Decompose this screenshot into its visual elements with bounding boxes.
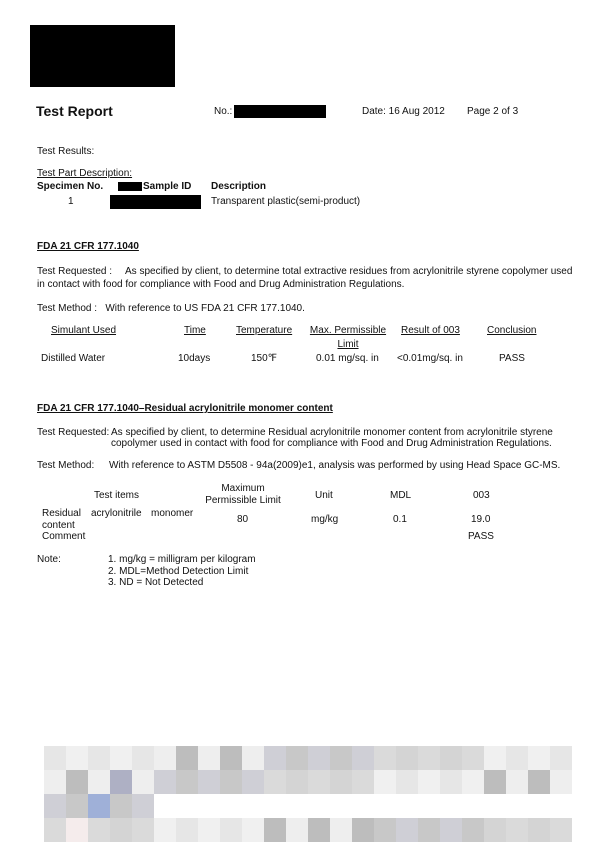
specimen-col-header: Specimen No. xyxy=(37,181,104,192)
item-word-content: content xyxy=(42,520,75,531)
mosaic-block xyxy=(396,770,418,794)
mosaic-block xyxy=(132,818,154,842)
mosaic-block xyxy=(506,746,528,770)
mosaic-block xyxy=(330,746,352,770)
mosaic-block xyxy=(418,746,440,770)
report-date: Date: 16 Aug 2012 xyxy=(362,106,445,117)
mosaic-block xyxy=(154,770,176,794)
comment-value: PASS xyxy=(468,531,494,542)
section2-requested-line2: copolymer used in contact with food for compliance with Food and Drug Administration Regulations. xyxy=(111,438,552,449)
sample-id-col-header: Sample ID xyxy=(143,181,192,192)
mosaic-block xyxy=(220,770,242,794)
report-no-label: No.: xyxy=(214,106,233,117)
mosaic-block xyxy=(330,770,352,794)
mosaic-block xyxy=(286,746,308,770)
mosaic-block xyxy=(154,746,176,770)
mosaic-block xyxy=(44,770,66,794)
mosaic-block xyxy=(176,818,198,842)
temperature-col-header: Temperature xyxy=(236,325,293,336)
mosaic-block xyxy=(220,746,242,770)
mosaic-block xyxy=(286,794,308,818)
mosaic-block xyxy=(44,746,66,770)
mosaic-block xyxy=(374,746,396,770)
redacted-report-no xyxy=(234,105,326,118)
mosaic-block xyxy=(550,770,572,794)
mosaic-block xyxy=(132,794,154,818)
unit-col-header: Unit xyxy=(315,490,333,501)
result-col-header: Result of 003 xyxy=(401,325,460,336)
temperature-cell: 150℉ xyxy=(251,353,278,364)
part-description: Transparent plastic(semi-product) xyxy=(211,196,361,207)
mosaic-block xyxy=(308,746,330,770)
mosaic-block xyxy=(44,794,66,818)
note-item-1: 1. mg/kg = milligram per kilogram xyxy=(108,554,256,565)
max-limit2-col-header-line2: Permissible Limit xyxy=(205,495,281,506)
mosaic-block xyxy=(110,746,132,770)
section1-method: Test Method : With reference to US FDA 21 CFR 177.1040. xyxy=(37,303,305,314)
max-limit2-cell: 80 xyxy=(237,514,249,525)
mosaic-block xyxy=(176,794,198,818)
time-cell: 10days xyxy=(178,353,211,364)
simulant-cell: Distilled Water xyxy=(41,353,106,364)
max-limit2-col-header-line1: Maximum xyxy=(221,483,265,494)
mosaic-block xyxy=(308,770,330,794)
mosaic-block xyxy=(88,794,110,818)
mosaic-block xyxy=(264,794,286,818)
redacted-sample-id xyxy=(110,195,201,209)
sample-003-col-header: 003 xyxy=(473,490,490,501)
mosaic-block xyxy=(484,794,506,818)
mosaic-block xyxy=(484,770,506,794)
mosaic-block xyxy=(506,770,528,794)
test-results-label: Test Results: xyxy=(37,146,95,157)
mosaic-block xyxy=(198,818,220,842)
mosaic-block xyxy=(154,794,176,818)
mosaic-block xyxy=(110,770,132,794)
report-title: Test Report xyxy=(36,103,113,119)
mosaic-block xyxy=(462,794,484,818)
mosaic-block xyxy=(440,818,462,842)
mosaic-block xyxy=(374,794,396,818)
mosaic-block xyxy=(396,818,418,842)
mosaic-block xyxy=(462,770,484,794)
item-word-acrylonitrile: acrylonitrile xyxy=(91,508,142,519)
page-number: Page 2 of 3 xyxy=(467,106,519,117)
mosaic-block xyxy=(330,794,352,818)
mosaic-block xyxy=(154,818,176,842)
conclusion-col-header: Conclusion xyxy=(487,325,537,336)
mosaic-block xyxy=(550,818,572,842)
mosaic-block xyxy=(418,770,440,794)
mosaic-block xyxy=(176,746,198,770)
mosaic-block xyxy=(352,770,374,794)
section2-requested-label: Test Requested: xyxy=(37,427,110,438)
mosaic-block xyxy=(88,746,110,770)
mosaic-block xyxy=(66,770,88,794)
mosaic-block xyxy=(528,794,550,818)
mosaic-block xyxy=(176,770,198,794)
mosaic-block xyxy=(440,770,462,794)
mosaic-block xyxy=(132,770,154,794)
mosaic-block xyxy=(264,746,286,770)
time-col-header: Time xyxy=(184,325,206,336)
mosaic-block xyxy=(198,794,220,818)
mosaic-block xyxy=(550,746,572,770)
simulant-col-header: Simulant Used xyxy=(51,325,117,336)
max-limit-col-header-line2: Limit xyxy=(337,339,359,350)
mosaic-block xyxy=(374,818,396,842)
mosaic-block xyxy=(110,818,132,842)
test-items-col-header: Test items xyxy=(94,490,140,501)
part-description-heading: Test Part Description: xyxy=(37,168,133,179)
mosaic-block xyxy=(528,818,550,842)
redacted-sample-prefix xyxy=(118,182,142,191)
redacted-logo xyxy=(30,25,175,87)
mosaic-block xyxy=(264,818,286,842)
section1-heading: FDA 21 CFR 177.1040 xyxy=(37,241,139,252)
section1-requested-line1: As specified by client, to determine total extractive residues from acrylonitrile styrene copolymer used xyxy=(125,266,573,277)
mosaic-block xyxy=(374,770,396,794)
mosaic-block xyxy=(242,818,264,842)
max-limit-cell: 0.01 mg/sq. in xyxy=(316,353,379,364)
section2-method-text: With reference to ASTM D5508 - 94a(2009)e1, analysis was performed by using Head Space GC-MS. xyxy=(109,460,561,471)
mosaic-block xyxy=(352,818,374,842)
sample-003-cell: 19.0 xyxy=(471,514,491,525)
mosaic-block xyxy=(88,770,110,794)
max-limit-col-header-line1: Max. Permissible xyxy=(309,325,387,336)
mosaic-block xyxy=(396,794,418,818)
note-label: Note: xyxy=(37,554,61,565)
mosaic-block xyxy=(132,746,154,770)
section2-requested-line1: As specified by client, to determine Residual acrylonitrile monomer content from acrylonitrile styrene xyxy=(111,427,553,438)
note-item-2: 2. MDL=Method Detection Limit xyxy=(108,566,249,577)
mdl-cell: 0.1 xyxy=(393,514,407,525)
comment-label: Comment xyxy=(42,531,86,542)
mosaic-block xyxy=(418,794,440,818)
specimen-number: 1 xyxy=(68,196,74,207)
mosaic-block xyxy=(462,818,484,842)
mosaic-block xyxy=(286,770,308,794)
mdl-col-header: MDL xyxy=(390,490,412,501)
conclusion-cell: PASS xyxy=(499,353,525,364)
unit-cell: mg/kg xyxy=(311,514,339,525)
mosaic-block xyxy=(198,770,220,794)
mosaic-block xyxy=(220,794,242,818)
section2-method-label: Test Method: xyxy=(37,460,95,471)
section2-heading: FDA 21 CFR 177.1040–Residual acrylonitrile monomer content xyxy=(37,403,333,414)
mosaic-block xyxy=(506,818,528,842)
mosaic-block xyxy=(308,818,330,842)
pixelated-footer xyxy=(44,746,572,842)
mosaic-block xyxy=(308,794,330,818)
mosaic-block xyxy=(242,770,264,794)
mosaic-block xyxy=(418,818,440,842)
item-word-residual: Residual xyxy=(42,508,81,519)
mosaic-block xyxy=(242,794,264,818)
section1-requested-line2: in contact with food for compliance with Food and Drug Administration Regulations. xyxy=(37,279,405,290)
mosaic-block xyxy=(110,794,132,818)
mosaic-block xyxy=(242,746,264,770)
mosaic-block xyxy=(506,794,528,818)
mosaic-block xyxy=(462,746,484,770)
mosaic-block xyxy=(440,794,462,818)
result-cell: <0.01mg/sq. in xyxy=(397,353,463,364)
mosaic-block xyxy=(528,746,550,770)
mosaic-block xyxy=(484,818,506,842)
mosaic-block xyxy=(66,746,88,770)
mosaic-block xyxy=(550,794,572,818)
mosaic-block xyxy=(396,746,418,770)
mosaic-block xyxy=(352,794,374,818)
mosaic-block xyxy=(44,818,66,842)
mosaic-block xyxy=(286,818,308,842)
mosaic-block xyxy=(484,746,506,770)
mosaic-block xyxy=(440,746,462,770)
description-col-header: Description xyxy=(211,181,267,192)
mosaic-block xyxy=(528,770,550,794)
section1-requested-label: Test Requested : xyxy=(37,266,113,277)
mosaic-block xyxy=(330,818,352,842)
note-item-3: 3. ND = Not Detected xyxy=(108,577,204,588)
mosaic-block xyxy=(220,818,242,842)
mosaic-block xyxy=(198,746,220,770)
mosaic-block xyxy=(66,794,88,818)
mosaic-block xyxy=(264,770,286,794)
mosaic-block xyxy=(352,746,374,770)
item-word-monomer: monomer xyxy=(151,508,194,519)
mosaic-block xyxy=(88,818,110,842)
mosaic-block xyxy=(66,818,88,842)
